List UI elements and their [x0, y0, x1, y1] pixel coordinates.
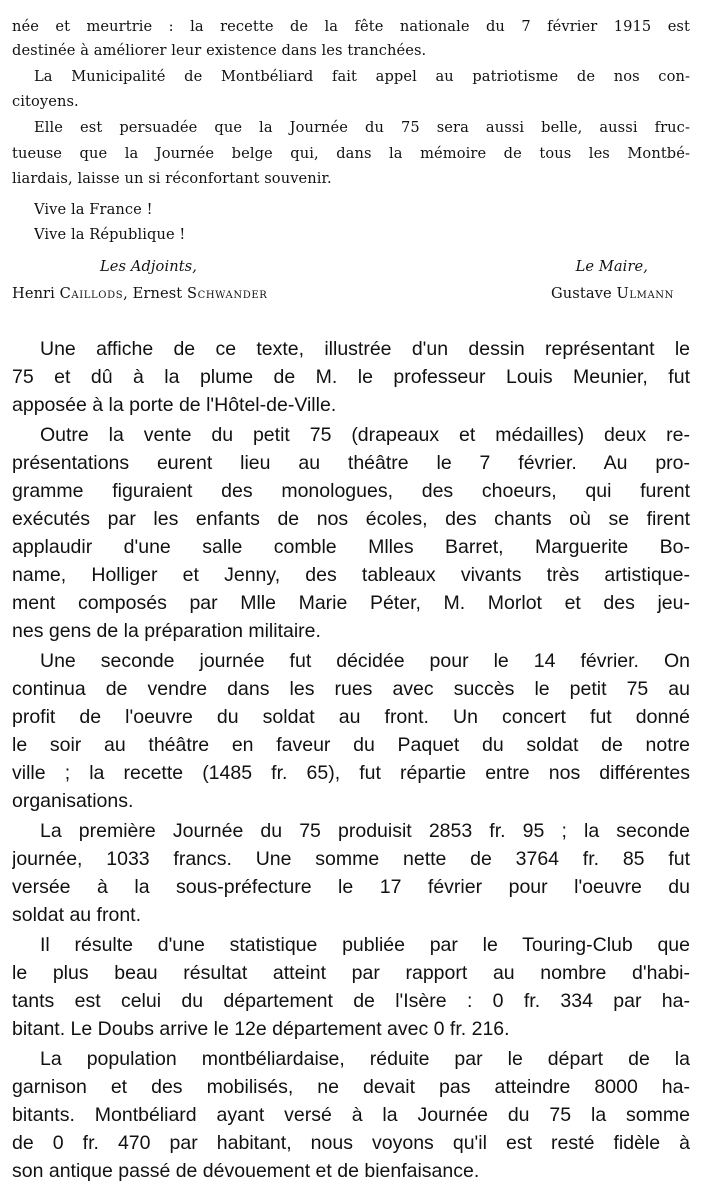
- decree-line: née et meurtrie : la recette de la fête nationale du 7 février 1915 est: [12, 18, 690, 35]
- body-line: profit de l'oeuvre du soldat au front. Un concert fut donné: [12, 706, 690, 728]
- body-line: applaudir d'une salle comble Mlles Barret, Marguerite Bo-: [12, 536, 690, 558]
- signature-left-mid: , Ernest: [123, 285, 187, 302]
- decree-line: Vive la France !: [34, 201, 153, 218]
- body-line: Il résulte d'une statistique publiée par le Touring-Club que: [40, 934, 690, 956]
- body-line: Outre la vente du petit 75 (drapeaux et médailles) deux re-: [40, 424, 690, 446]
- body-line: soldat au front.: [12, 904, 141, 926]
- body-line: garnison et des mobilisés, ne devait pas atteindre 8000 ha-: [12, 1076, 690, 1098]
- body-line: nes gens de la préparation militaire.: [12, 620, 321, 642]
- decree-line: destinée à améliorer leur existence dans les tranchées.: [12, 42, 427, 59]
- body-line: de 0 fr. 470 par habitant, nous voyons qu'il est resté fidèle à: [12, 1132, 690, 1154]
- signature-right-name: [551, 285, 674, 302]
- signature-left-title: Les Adjoints,: [100, 258, 198, 275]
- body-line: gramme figuraient des monologues, des choeurs, qui furent: [12, 480, 690, 502]
- body-line: présentations eurent lieu au théâtre le 7 février. Au pro-: [12, 452, 690, 474]
- signature-right-title: Le Maire,: [575, 258, 648, 275]
- body-line: continua de vendre dans les rues avec succès le petit 75 au: [12, 678, 690, 700]
- signature-left-prefix: Henri: [12, 285, 60, 302]
- body-line: exécutés par les enfants de nos écoles, des chants où se firent: [12, 508, 690, 530]
- decree-line: La Municipalité de Montbéliard fait appel au patriotisme de nos con-: [34, 68, 690, 85]
- decree-line: liardais, laisse un si réconfortant souvenir.: [12, 170, 332, 187]
- body-line: La première Journée du 75 produisit 2853 fr. 95 ; la seconde: [40, 820, 690, 842]
- body-line: organisations.: [12, 790, 134, 812]
- decree-line: citoyens.: [12, 93, 79, 110]
- decree-line: Elle est persuadée que la Journée du 75 sera aussi belle, aussi fruc-: [34, 119, 690, 136]
- signature-left-name2: Schwander: [187, 285, 268, 302]
- signature-right-surname: Ulmann: [616, 285, 674, 302]
- body-line: le plus beau résultat atteint par rapport au nombre d'habi-: [12, 962, 690, 984]
- body-line: 75 et dû à la plume de M. le professeur Louis Meunier, fut: [12, 366, 690, 388]
- body-line: ment composés par Mlle Marie Péter, M. Morlot et des jeu-: [12, 592, 690, 614]
- body-line: journée, 1033 francs. Une somme nette de 3764 fr. 85 fut: [12, 848, 690, 870]
- body-line: La population montbéliardaise, réduite par le départ de la: [40, 1048, 690, 1070]
- body-line: ville ; la recette (1485 fr. 65), fut répartie entre nos différentes: [12, 762, 690, 784]
- signature-left-names: [12, 285, 267, 302]
- body-line: le soir au théâtre en faveur du Paquet du soldat de notre: [12, 734, 690, 756]
- body-line: Une seconde journée fut décidée pour le 14 février. On: [40, 650, 690, 672]
- body-line: name, Holliger et Jenny, des tableaux vivants très artistique-: [12, 564, 690, 586]
- decree-line: tueuse que la Journée belge qui, dans la mémoire de tous les Montbé-: [12, 145, 690, 162]
- body-line: apposée à la porte de l'Hôtel-de-Ville.: [12, 394, 337, 416]
- body-line: son antique passé de dévouement et de bienfaisance.: [12, 1160, 480, 1182]
- body-line: tants est celui du département de l'Isère : 0 fr. 334 par ha-: [12, 990, 690, 1012]
- signature-left-name1: Caillods: [59, 285, 124, 302]
- body-line: bitants. Montbéliard ayant versé à la Journée du 75 la somme: [12, 1104, 690, 1126]
- body-line: Une affiche de ce texte, illustrée d'un dessin représentant le: [40, 338, 690, 360]
- decree-line: Vive la République !: [34, 226, 186, 243]
- body-line: bitant. Le Doubs arrive le 12e département avec 0 fr. 216.: [12, 1018, 510, 1040]
- body-line: versée à la sous-préfecture le 17 février pour l'oeuvre du: [12, 876, 690, 898]
- signature-right-prefix: Gustave: [551, 285, 617, 302]
